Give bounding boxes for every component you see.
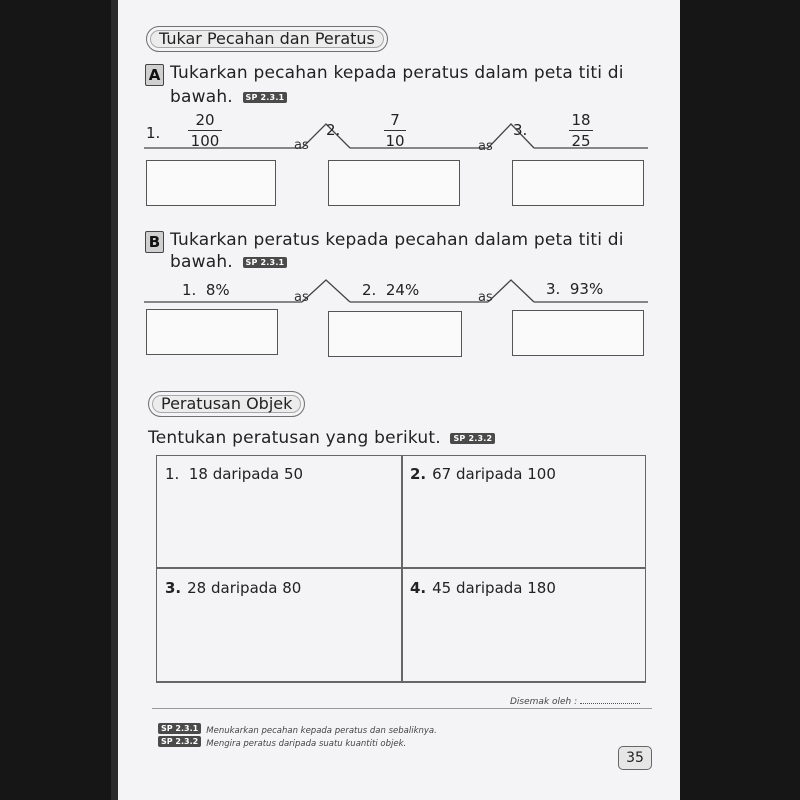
part-a-as-label-1: as xyxy=(294,138,309,153)
part-b-item2-number: 2. xyxy=(362,281,377,299)
part-b-item3 xyxy=(546,280,603,298)
sp-badge: SP 2.3.1 xyxy=(243,92,288,103)
table-cell-2[interactable] xyxy=(410,465,556,483)
cell-text: 67 daripada 100 xyxy=(432,465,556,483)
part-b-as-label-2: as xyxy=(478,290,493,305)
numerator: 7 xyxy=(390,111,400,129)
part-b-answer-box-1[interactable] xyxy=(146,309,278,355)
part-b-label: B xyxy=(145,231,164,253)
section2-instruction xyxy=(148,426,495,450)
part-b-item2 xyxy=(362,281,419,299)
cell-text: 18 daripada 50 xyxy=(188,465,304,483)
section-heading-object-percentage: Peratusan Objek xyxy=(148,391,305,417)
denominator: 100 xyxy=(190,132,220,150)
page-number: 35 xyxy=(626,750,644,766)
part-b-item1-value: 8% xyxy=(205,281,230,299)
part-b-item3-value: 93% xyxy=(569,280,604,298)
part-b-item3-number: 3. xyxy=(546,280,561,298)
page-number-box xyxy=(618,746,652,770)
section-heading-fraction-percent: Tukar Pecahan dan Peratus xyxy=(146,26,388,52)
part-b-item1-number: 1. xyxy=(182,281,197,299)
cell-number: 3. xyxy=(165,579,182,597)
part-a-item2-number: 2. xyxy=(326,121,341,139)
table-cell-1[interactable] xyxy=(165,465,303,483)
cell-text: 28 daripada 80 xyxy=(187,579,302,597)
part-b-item1 xyxy=(182,281,230,299)
percentage-table xyxy=(156,455,646,681)
part-a-as-label-2: as xyxy=(478,139,493,154)
part-b-item2-value: 24% xyxy=(385,281,420,299)
cell-number: 2. xyxy=(410,465,427,483)
table-bottom-line xyxy=(156,681,646,683)
part-b-instruction-line2 xyxy=(170,250,287,274)
part-b-instruction-line1: Tukarkan peratus kepada pecahan dalam peta titi di xyxy=(170,230,624,250)
table-divider-vertical xyxy=(401,456,403,682)
part-a-answer-box-3[interactable] xyxy=(512,160,644,206)
part-a-instruction-line1: Tukarkan pecahan kepada peratus dalam peta titi di xyxy=(170,63,624,83)
denominator: 10 xyxy=(385,132,405,150)
table-cell-4[interactable] xyxy=(410,579,556,597)
table-divider-horizontal xyxy=(157,567,645,569)
part-b-answer-box-2[interactable] xyxy=(328,311,462,357)
part-a-item1-fraction xyxy=(188,111,222,150)
footer-note-2-text: Mengira peratus daripada suatu kuantiti objek. xyxy=(206,739,407,749)
sp-badge: SP 2.3.2 xyxy=(450,433,495,444)
cell-number: 1. xyxy=(165,465,180,483)
part-a-label: A xyxy=(145,64,164,86)
part-a-answer-box-1[interactable] xyxy=(146,160,276,206)
footer-divider xyxy=(152,708,652,709)
part-a-item2-fraction xyxy=(384,111,406,150)
sp-badge: SP 2.3.2 xyxy=(158,736,201,747)
sp-badge: SP 2.3.1 xyxy=(158,723,201,734)
section2-instruction-text: Tentukan peratusan yang berikut. xyxy=(148,428,441,448)
footer-note-2 xyxy=(158,731,406,750)
part-a-instruction-line2 xyxy=(170,85,287,109)
cell-text: 45 daripada 180 xyxy=(432,579,556,597)
part-b-answer-box-3[interactable] xyxy=(512,310,644,356)
numerator: 20 xyxy=(195,111,215,129)
worksheet-page xyxy=(118,0,680,800)
part-a-item1-number: 1. xyxy=(146,124,161,142)
checked-by-label xyxy=(510,697,640,707)
part-a-instruction-text: bawah. xyxy=(170,87,233,107)
sp-badge: SP 2.3.1 xyxy=(243,257,288,268)
cell-number: 4. xyxy=(410,579,427,597)
part-a-item3-number: 3. xyxy=(513,121,528,139)
part-a-item3-fraction xyxy=(569,111,593,150)
part-b-instruction-text: bawah. xyxy=(170,252,233,272)
numerator: 18 xyxy=(571,111,591,129)
denominator: 25 xyxy=(571,132,591,150)
part-a-answer-box-2[interactable] xyxy=(328,160,460,206)
footer-note-1-text: Menukarkan pecahan kepada peratus dan sebaliknya. xyxy=(206,726,437,736)
table-cell-3[interactable] xyxy=(165,579,301,597)
part-b-as-label-1: as xyxy=(294,290,309,305)
checked-by-text: Disemak oleh : xyxy=(510,697,578,707)
